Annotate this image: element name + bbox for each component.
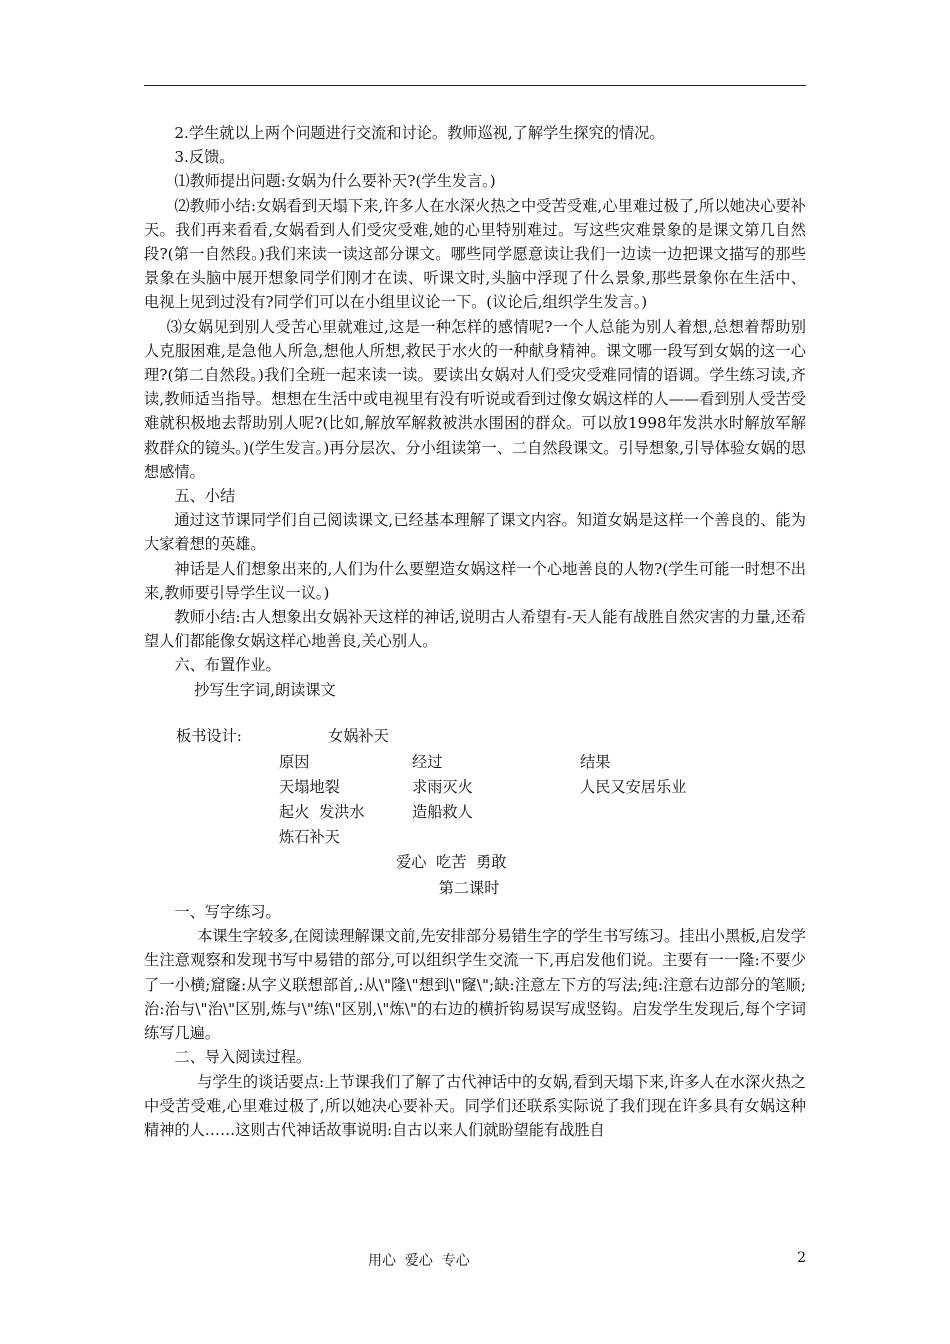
- paragraph: 本课生字较多,在阅读理解课文前,先安排部分易错生字的学生书写练习。挂出小黑板,启发学生注意观察和发现书写中易错的部分,可以组织学生交流一下,再启发他们说。主要有一一隆:不要少了一小横;窟窿:从字义联想部首,:从\"隆\"想到\"窿\";缺:注意左下方的写法;纯:注意右边部分的笔顺;治:治与\"治\"区别,炼与\"练\"区别,\"炼\"的右边的横折钩易误写成竖钩。启发学生发现后,每个字词练写几遍。: [144, 927, 806, 1043]
- board-cell: 人民又安居乐业: [580, 777, 687, 796]
- board-col-process: 经过: [412, 752, 443, 771]
- board-title: 女娲补天: [328, 726, 389, 745]
- blackboard-design: [144, 724, 806, 870]
- section-heading: 五、小结: [174, 487, 236, 506]
- paragraph: 3.反馈。: [174, 148, 235, 167]
- paragraph: 2.学生就以上两个问题进行交流和讨论。教师巡视,了解学生探究的情况。: [174, 124, 665, 142]
- board-col-cause: 原因: [279, 752, 310, 771]
- footer-motto: 用心 爱心 专心: [368, 1253, 470, 1269]
- board-cell: 求雨灭火: [412, 777, 473, 796]
- board-cell: 起火 发洪水: [279, 802, 365, 821]
- paragraph: ⑵教师小结:女娲看到天塌下来,许多人在水深火热之中受苦受难,心里难过极了,所以她决心要补天。我们再来看看,女娲看到人们受灾受难,她的心里特别难过。写这些灾难景象的是课文第几自然段?(第一自然段。)我们来读一读这部分课文。哪些同学愿意读让我们一边读一边把课文描写的那些景象在头脑中展开想象同学们刚才在读、听课文时,头脑中浮现了什么景象,那些景象你在生活中、电视上见到过没有?同学们可以在小组里议论一下。(议论后,组织学生发言。): [144, 196, 806, 312]
- lesson-title: 第二课时: [438, 878, 500, 897]
- paragraph: ⑴教师提出问题:女娲为什么要补天?(学生发言。): [174, 172, 496, 191]
- paragraph: 神话是人们想象出来的,人们为什么要塑造女娲这样一个心地善良的人物?(学生可能一时想不出来,教师要引导学生议一议。): [144, 559, 806, 602]
- paragraph: 通过这节课同学们自己阅读课文,已经基本理解了课文内容。知道女娲是这样一个善良的、能为大家着想的英雄。: [144, 511, 806, 554]
- board-label: 板书设计:: [176, 726, 242, 745]
- document-page: [144, 121, 806, 1142]
- board-cell: 天塌地裂: [279, 777, 340, 796]
- board-col-result: 结果: [580, 752, 611, 771]
- paragraph: 与学生的谈话要点:上节课我们了解了古代神话中的女娲,看到天塌下来,许多人在水深火热之中受苦受难,心里难过极了,所以她决心要补天。同学们还联系实际说了我们现在许多具有女娲这种精神的人……这则古代神话故事说明:自古以来人们就盼望能有战胜自: [144, 1072, 806, 1139]
- board-cell: 造船救人: [412, 802, 473, 821]
- page-number: 2: [797, 1250, 806, 1266]
- board-cell: 炼石补天: [279, 827, 340, 846]
- board-summary: 爱心 吃苦 勇敢: [396, 852, 507, 871]
- section-heading: 一、写字练习。: [174, 903, 281, 922]
- paragraph: 抄写生字词,朗读课文: [194, 680, 336, 699]
- paragraph: 教师小结:古人想象出女娲补天这样的神话,说明古人希望有-天人能有战胜自然灾害的力量,还希望人们都能像女娲这样心地善良,关心别人。: [144, 608, 806, 651]
- header-rule: [144, 85, 806, 86]
- paragraph: ⑶女娲见到别人受苦心里就难过,这是一种怎样的感情呢?一个人总能为别人着想,总想着帮助别人克服困难,是急他人所急,想他人所想,救民于水火的一种献身精神。课文哪一段写到女娲的这一心理?(第二自然段。)我们全班一起来读一读。要读出女娲对人们受灾受难同情的语调。学生练习读,齐读,教师适当指导。想想在生活中或电视里有没有听说或看到过像女娲这样的人——看到别人受苦受难就积极地去帮助别人呢?(比如,解放军解救被洪水围困的群众。可以放1998年发洪水时解放军解救群众的镜头。)(学生发言。)再分层次、分小组读第一、二自然段课文。引导想象,引导体验女娲的思想感情。: [144, 317, 806, 481]
- section-heading: 二、导入阅读过程。: [174, 1048, 312, 1067]
- section-heading: 六、布置作业。: [174, 656, 281, 675]
